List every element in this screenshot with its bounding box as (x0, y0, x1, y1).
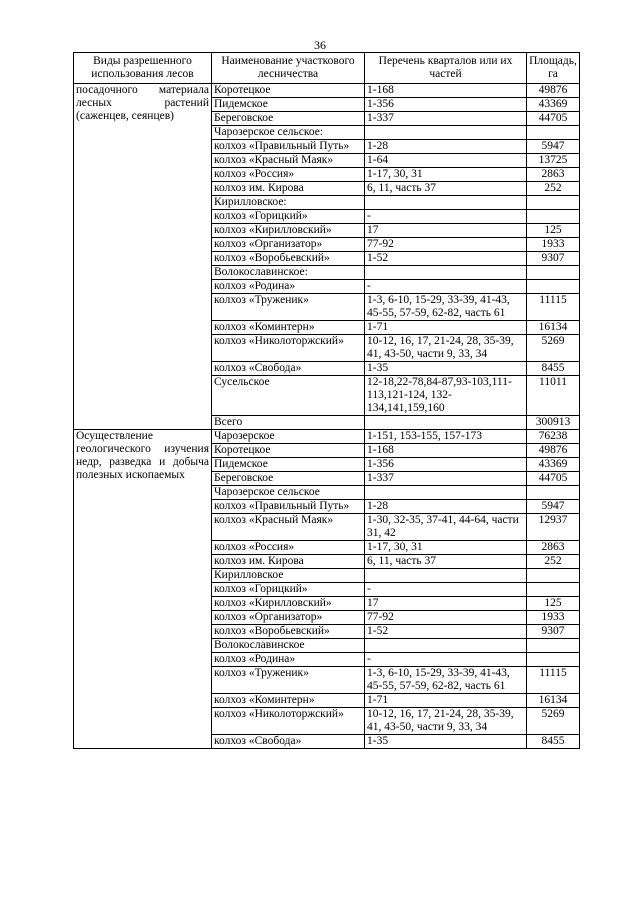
area-cell: 8455 (527, 362, 580, 376)
quarters-cell: 1-151, 153-155, 157-173 (365, 430, 527, 444)
area-cell: 9307 (527, 252, 580, 266)
quarters-cell: 1-35 (365, 735, 527, 749)
forestry-name-cell: колхоз им. Кирова (212, 555, 365, 569)
forestry-name-cell: колхоз «Россия» (212, 541, 365, 555)
area-cell: 43369 (527, 98, 580, 112)
forestry-name-cell: Пидемское (212, 458, 365, 472)
area-cell: 125 (527, 224, 580, 238)
quarters-cell: - (365, 653, 527, 667)
area-cell (527, 126, 580, 140)
forestry-name-cell: Коротецкое (212, 84, 365, 98)
area-cell: 13725 (527, 154, 580, 168)
quarters-cell: 6, 11, часть 37 (365, 555, 527, 569)
quarters-cell: 1-17, 30, 31 (365, 168, 527, 182)
quarters-cell: 10-12, 16, 17, 21-24, 28, 35-39, 41, 43-50, части 9, 33, 34 (365, 708, 527, 735)
forestry-name-cell: колхоз «Николоторжский» (212, 335, 365, 362)
quarters-cell: 1-71 (365, 694, 527, 708)
quarters-cell: 77-92 (365, 238, 527, 252)
area-cell: 44705 (527, 112, 580, 126)
quarters-cell: 1-356 (365, 458, 527, 472)
area-cell: 8455 (527, 735, 580, 749)
forestry-name-cell: колхоз «Воробьевский» (212, 252, 365, 266)
forestry-name-cell: колхоз «Организатор» (212, 611, 365, 625)
forestry-name-cell: Волокославинское (212, 639, 365, 653)
page-number: 36 (314, 38, 326, 52)
area-cell: 16134 (527, 694, 580, 708)
quarters-cell (365, 569, 527, 583)
area-cell: 49876 (527, 444, 580, 458)
quarters-cell: 1-30, 32-35, 37-41, 44-64, части 31, 42 (365, 514, 527, 541)
quarters-cell: 17 (365, 597, 527, 611)
header-use-type: Виды разрешенного использования лесов (74, 53, 212, 84)
forestry-name-cell: колхоз «Правильный Путь» (212, 500, 365, 514)
forestry-name-cell: Кирилловское (212, 569, 365, 583)
table-row (74, 84, 580, 98)
forestry-name-cell: Чарозерское (212, 430, 365, 444)
quarters-cell: 1-3, 6-10, 15-29, 33-39, 41-43, 45-55, 57-59, 62-82, часть 61 (365, 667, 527, 694)
quarters-cell: 1-168 (365, 444, 527, 458)
quarters-cell: 1-356 (365, 98, 527, 112)
quarters-cell (365, 266, 527, 280)
quarters-cell (365, 126, 527, 140)
forestry-name-cell: колхоз «Красный Маяк» (212, 514, 365, 541)
forestry-name-cell: Чарозерское сельское: (212, 126, 365, 140)
header-quarters: Перечень кварталов или их частей (365, 53, 527, 84)
forestry-name-cell: колхоз «Россия» (212, 168, 365, 182)
area-cell: 16134 (527, 321, 580, 335)
area-cell: 9307 (527, 625, 580, 639)
forestry-name-cell: Сусельское (212, 376, 365, 416)
forestry-name-cell: Кирилловское: (212, 196, 365, 210)
area-cell: 43369 (527, 458, 580, 472)
area-cell (527, 569, 580, 583)
forestry-name-cell: колхоз «Горицкий» (212, 210, 365, 224)
area-cell: 11011 (527, 376, 580, 416)
quarters-cell: 1-28 (365, 500, 527, 514)
area-cell (527, 196, 580, 210)
forestry-name-cell: Коротецкое (212, 444, 365, 458)
header-area: Площадь, га (527, 53, 580, 84)
quarters-cell (365, 416, 527, 430)
forestry-name-cell: колхоз «Коминтерн» (212, 321, 365, 335)
area-cell: 12937 (527, 514, 580, 541)
table-header-row (74, 53, 580, 84)
forestry-name-cell: Береговское (212, 472, 365, 486)
area-cell: 2863 (527, 541, 580, 555)
use-type-cell: Осуществление геологического изучения недр, разведка и добыча полезных ископаемых (74, 430, 212, 749)
area-cell (527, 653, 580, 667)
quarters-cell: - (365, 280, 527, 294)
quarters-cell: 1-3, 6-10, 15-29, 33-39, 41-43, 45-55, 57-59, 62-82, часть 61 (365, 294, 527, 321)
quarters-cell: 6, 11, часть 37 (365, 182, 527, 196)
quarters-cell: 1-337 (365, 112, 527, 126)
quarters-cell: 10-12, 16, 17, 21-24, 28, 35-39, 41, 43-50, части 9, 33, 34 (365, 335, 527, 362)
area-cell: 11115 (527, 294, 580, 321)
forestry-name-cell: колхоз «Кирилловский» (212, 224, 365, 238)
forestry-name-cell: колхоз «Коминтерн» (212, 694, 365, 708)
area-cell: 1933 (527, 611, 580, 625)
forestry-name-cell: колхоз им. Кирова (212, 182, 365, 196)
forestry-name-cell: Пидемское (212, 98, 365, 112)
quarters-cell: 1-35 (365, 362, 527, 376)
forestry-name-cell: колхоз «Родина» (212, 653, 365, 667)
quarters-cell: 1-28 (365, 140, 527, 154)
forestry-name-cell: колхоз «Свобода» (212, 362, 365, 376)
forestry-name-cell: колхоз «Труженик» (212, 667, 365, 694)
quarters-cell: 1-52 (365, 252, 527, 266)
area-cell: 125 (527, 597, 580, 611)
area-cell (527, 210, 580, 224)
quarters-cell: 1-17, 30, 31 (365, 541, 527, 555)
area-cell: 49876 (527, 84, 580, 98)
forestry-name-cell: Волокославинское: (212, 266, 365, 280)
area-cell: 5947 (527, 140, 580, 154)
forestry-name-cell: колхоз «Правильный Путь» (212, 140, 365, 154)
forestry-name-cell: колхоз «Кирилловский» (212, 597, 365, 611)
area-cell: 5947 (527, 500, 580, 514)
forestry-name-cell: Чарозерское сельское (212, 486, 365, 500)
area-cell (527, 486, 580, 500)
quarters-cell: 1-71 (365, 321, 527, 335)
area-cell: 1933 (527, 238, 580, 252)
quarters-cell: - (365, 583, 527, 597)
table-row (74, 430, 580, 444)
quarters-cell: 1-168 (365, 84, 527, 98)
forestry-name-cell: колхоз «Родина» (212, 280, 365, 294)
area-cell (527, 266, 580, 280)
quarters-cell: - (365, 210, 527, 224)
area-cell: 2863 (527, 168, 580, 182)
area-cell: 5269 (527, 335, 580, 362)
quarters-cell: 1-52 (365, 625, 527, 639)
forestry-name-cell: колхоз «Воробьевский» (212, 625, 365, 639)
area-cell: 76238 (527, 430, 580, 444)
forestry-name-cell: колхоз «Труженик» (212, 294, 365, 321)
forestry-name-cell: колхоз «Красный Маяк» (212, 154, 365, 168)
area-cell: 5269 (527, 708, 580, 735)
forestry-name-cell: колхоз «Горицкий» (212, 583, 365, 597)
quarters-cell: 1-337 (365, 472, 527, 486)
quarters-cell (365, 486, 527, 500)
quarters-cell: 17 (365, 224, 527, 238)
area-cell: 252 (527, 182, 580, 196)
area-cell: 11115 (527, 667, 580, 694)
quarters-cell: 12-18,22-78,84-87,93-103,111-113,121-124, 132-134,141,159,160 (365, 376, 527, 416)
area-cell: 252 (527, 555, 580, 569)
forestry-name-cell: колхоз «Свобода» (212, 735, 365, 749)
forestry-name-cell: Береговское (212, 112, 365, 126)
header-forestry: Наименование участкового лесничества (212, 53, 365, 84)
forestry-name-cell: колхоз «Николоторжский» (212, 708, 365, 735)
table-body (74, 84, 580, 749)
area-cell (527, 280, 580, 294)
quarters-cell: 77-92 (365, 611, 527, 625)
use-type-cell: посадочного материала лесных растений (саженцев, сеянцев) (74, 84, 212, 430)
area-cell (527, 639, 580, 653)
quarters-cell (365, 639, 527, 653)
quarters-cell (365, 196, 527, 210)
forest-use-table (73, 52, 580, 749)
area-cell (527, 583, 580, 597)
forestry-name-cell: Всего (212, 416, 365, 430)
quarters-cell: 1-64 (365, 154, 527, 168)
forestry-name-cell: колхоз «Организатор» (212, 238, 365, 252)
area-cell: 300913 (527, 416, 580, 430)
area-cell: 44705 (527, 472, 580, 486)
